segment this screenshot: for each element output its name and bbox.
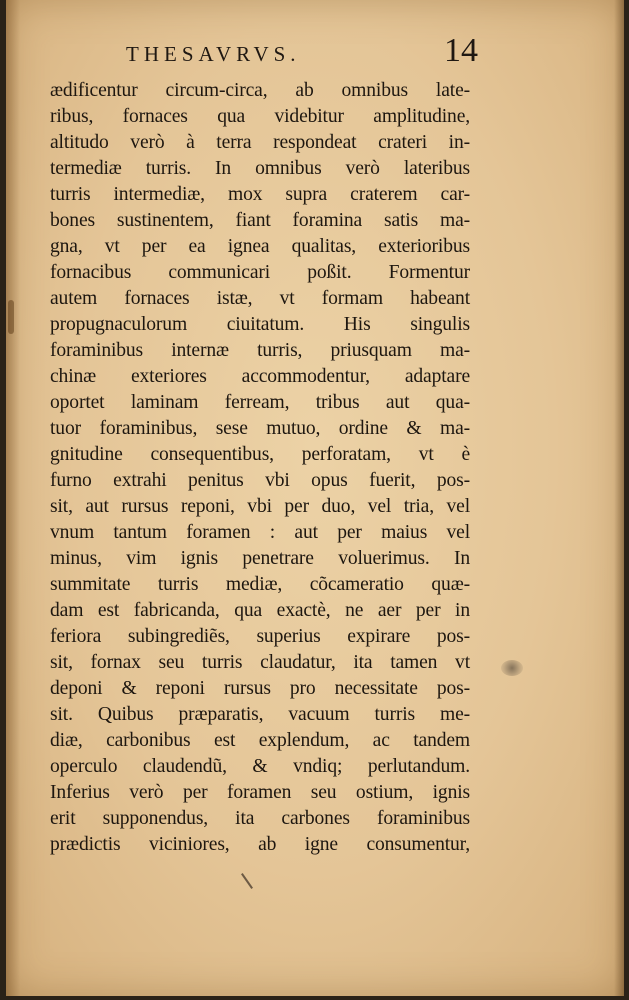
text-line: autem fornaces istæ, vt formam habeant <box>50 288 470 309</box>
text-line: vnum tantum foramen : aut per maius vel <box>50 522 470 543</box>
text-line: summitate turris mediæ, cõcameratio quæ- <box>50 574 470 595</box>
text-line: chinæ exteriores accommodentur, adaptare <box>50 366 470 387</box>
text-line: bones sustinentem, fiant foramina satis ma- <box>50 210 470 231</box>
text-line: turris intermediæ, mox supra craterem car- <box>50 184 470 205</box>
text-line: minus, vim ignis penetrare voluerimus. In <box>50 548 470 569</box>
text-line: tuor foraminibus, sese mutuo, ordine & ma- <box>50 418 470 439</box>
text-line: fornacibus communicari poßit. Formentur <box>50 262 470 283</box>
page-shadow-right <box>614 0 624 996</box>
text-line: propugnaculorum ciuitatum. His singulis <box>50 314 470 335</box>
page-shadow-left <box>6 0 20 996</box>
text-line: Inferius verò per foramen seu ostium, ignis <box>50 782 470 803</box>
page-number: 14 <box>444 32 478 69</box>
text-line: ribus, fornaces qua videbitur amplitudine, <box>50 106 470 127</box>
text-line: dam est fabricanda, qua exactè, ne aer per in <box>50 600 470 621</box>
body-text <box>50 78 470 858</box>
text-line: deponi & reponi rursus pro necessitate pos- <box>50 678 470 699</box>
text-line: oportet laminam ferream, tribus aut qua- <box>50 392 470 413</box>
stray-mark <box>241 873 253 889</box>
text-line: sit, aut rursus reponi, vbi per duo, vel tria, vel <box>50 496 470 517</box>
text-line: gnitudine consequentibus, perforatam, vt è <box>50 444 470 465</box>
text-line: furno extrahi penitus vbi opus fuerit, pos- <box>50 470 470 491</box>
binding-mark <box>8 300 14 334</box>
text-line: altitudo verò à terra respondeat crateri in- <box>50 132 470 153</box>
text-line: operculo claudendũ, & vndiq; perlutandum. <box>50 756 470 777</box>
text-line: sit. Quibus præparatis, vacuum turris me- <box>50 704 470 725</box>
text-line: termediæ turris. In omnibus verò lateribus <box>50 158 470 179</box>
text-line: feriora subingrediẽs, superius expirare pos- <box>50 626 470 647</box>
text-line: foraminibus internæ turris, priusquam ma- <box>50 340 470 361</box>
running-head: THESAVRVS. <box>126 42 301 66</box>
text-line: ædificentur circum-circa, ab omnibus late- <box>50 80 470 101</box>
book-page <box>6 0 624 996</box>
text-line: sit, fornax seu turris claudatur, ita tamen vt <box>50 652 470 673</box>
text-line: erit supponendus, ita carbones foraminibus <box>50 808 470 829</box>
text-line: prædictis viciniores, ab igne consumentur, <box>50 834 470 855</box>
ink-smudge <box>501 660 523 676</box>
text-line: diæ, carbonibus est explendum, ac tandem <box>50 730 470 751</box>
text-line: gna, vt per ea ignea qualitas, exterioribus <box>50 236 470 257</box>
